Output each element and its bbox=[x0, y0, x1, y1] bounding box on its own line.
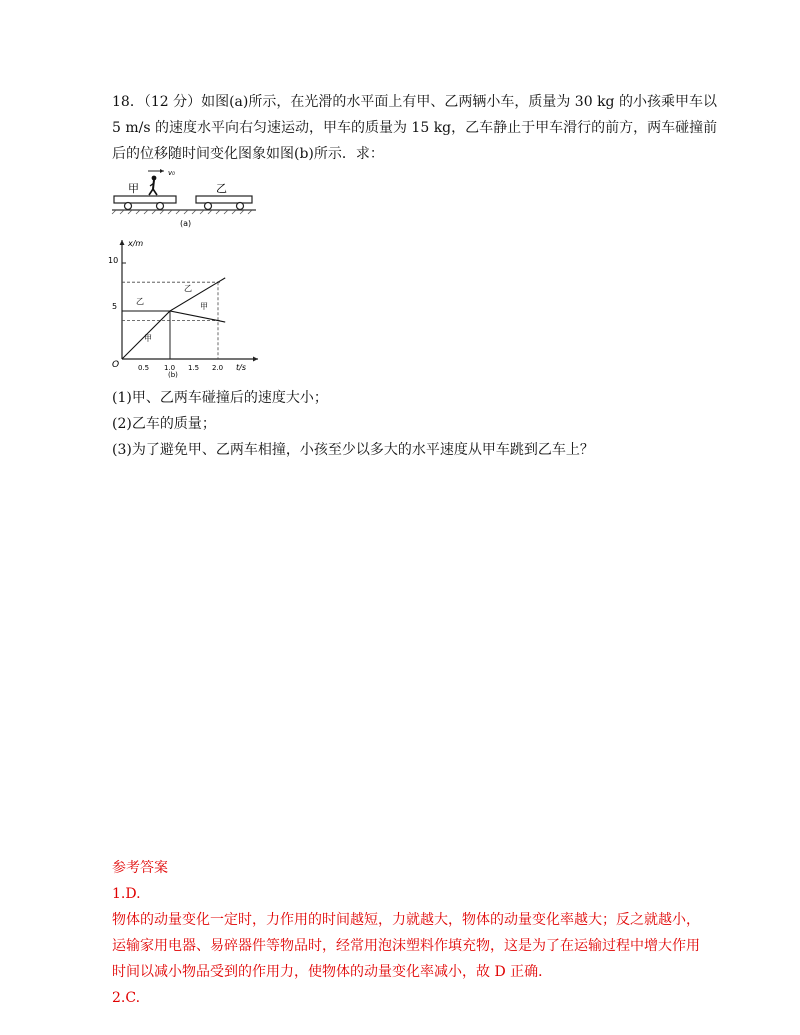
x-tick-2.0: 2.0 bbox=[212, 364, 224, 372]
sub-question-1: (1)甲、乙两车碰撞后的速度大小； bbox=[112, 390, 328, 406]
cart-yi-label: 乙 bbox=[216, 182, 227, 195]
figure-a-caption: (a) bbox=[180, 219, 192, 228]
label-jia-lower: 甲 bbox=[144, 334, 152, 343]
cart-jia-label: 甲 bbox=[128, 182, 139, 195]
question-line-3: 后的位移随时间变化图象如图(b)所示．求： bbox=[112, 146, 384, 162]
cart-yi-wheel-left bbox=[205, 203, 212, 210]
sub-question-3: (3)为了避免甲、乙两车相撞，小孩至少以多大的水平速度从甲车跳到乙车上？ bbox=[112, 442, 594, 458]
cart-yi-body bbox=[196, 196, 252, 203]
ground-hatching bbox=[112, 210, 252, 214]
origin-label: O bbox=[112, 360, 120, 370]
y-axis-arrow bbox=[120, 240, 125, 245]
label-jia-upper: 甲 bbox=[200, 302, 208, 311]
cart-jia-body bbox=[114, 196, 176, 203]
label-yi-right: 乙 bbox=[184, 284, 192, 293]
label-yi-left: 乙 bbox=[136, 297, 144, 306]
answer-1-line-2: 运输家用电器、易碎器件等物品时，经常用泡沫塑料作填充物，这是为了在运输过程中增大作用 bbox=[112, 938, 700, 954]
velocity-label: v₀ bbox=[168, 169, 175, 177]
question-line-1: 18．（12 分）如图(a)所示，在光滑的水平面上有甲、乙两辆小车，质量为 30 kg 的小孩乘甲车以 bbox=[112, 94, 717, 110]
answer-1-label: 1.D. bbox=[112, 886, 141, 902]
cart-yi-wheel-right bbox=[237, 203, 244, 210]
y-tick-5: 5 bbox=[112, 302, 118, 311]
answer-1-line-3: 时间以减小物品受到的作用力，使物体的动量变化率减小，故 D 正确． bbox=[112, 964, 553, 980]
x-axis-label: t/s bbox=[236, 363, 246, 372]
x-tick-1.0: 1.0 bbox=[164, 364, 176, 372]
answer-2-label: 2.C. bbox=[112, 990, 141, 1006]
velocity-arrow-head bbox=[160, 169, 164, 173]
series-line-甲 bbox=[122, 311, 225, 359]
sub-question-2: (2)乙车的质量； bbox=[112, 416, 216, 432]
plot-area bbox=[122, 263, 225, 359]
x-axis-arrow bbox=[253, 357, 258, 362]
cart-jia-wheel-left bbox=[125, 203, 132, 210]
x-tick-1.5: 1.5 bbox=[188, 364, 200, 372]
answers-heading: 参考答案 bbox=[112, 860, 168, 876]
child-figure bbox=[149, 176, 157, 195]
answer-1-line-1: 物体的动量变化一定时，力作用的时间越短，力就越大，物体的动量变化率越大；反之就越小， bbox=[112, 912, 700, 928]
figure-b-xt-graph bbox=[108, 234, 268, 379]
series-line-乙 bbox=[122, 278, 225, 311]
cart-jia-wheel-right bbox=[157, 203, 164, 210]
figure-b-caption: (b) bbox=[168, 371, 178, 379]
x-tick-0.5: 0.5 bbox=[138, 364, 150, 372]
question-line-2: 5 m/s 的速度水平向右匀速运动，甲车的质量为 15 kg，乙车静止于甲车滑行的前方，两车碰撞前 bbox=[112, 120, 718, 136]
figure-a-carts bbox=[108, 168, 268, 230]
y-axis-label: x/m bbox=[128, 239, 144, 248]
y-tick-10: 10 bbox=[108, 256, 119, 265]
